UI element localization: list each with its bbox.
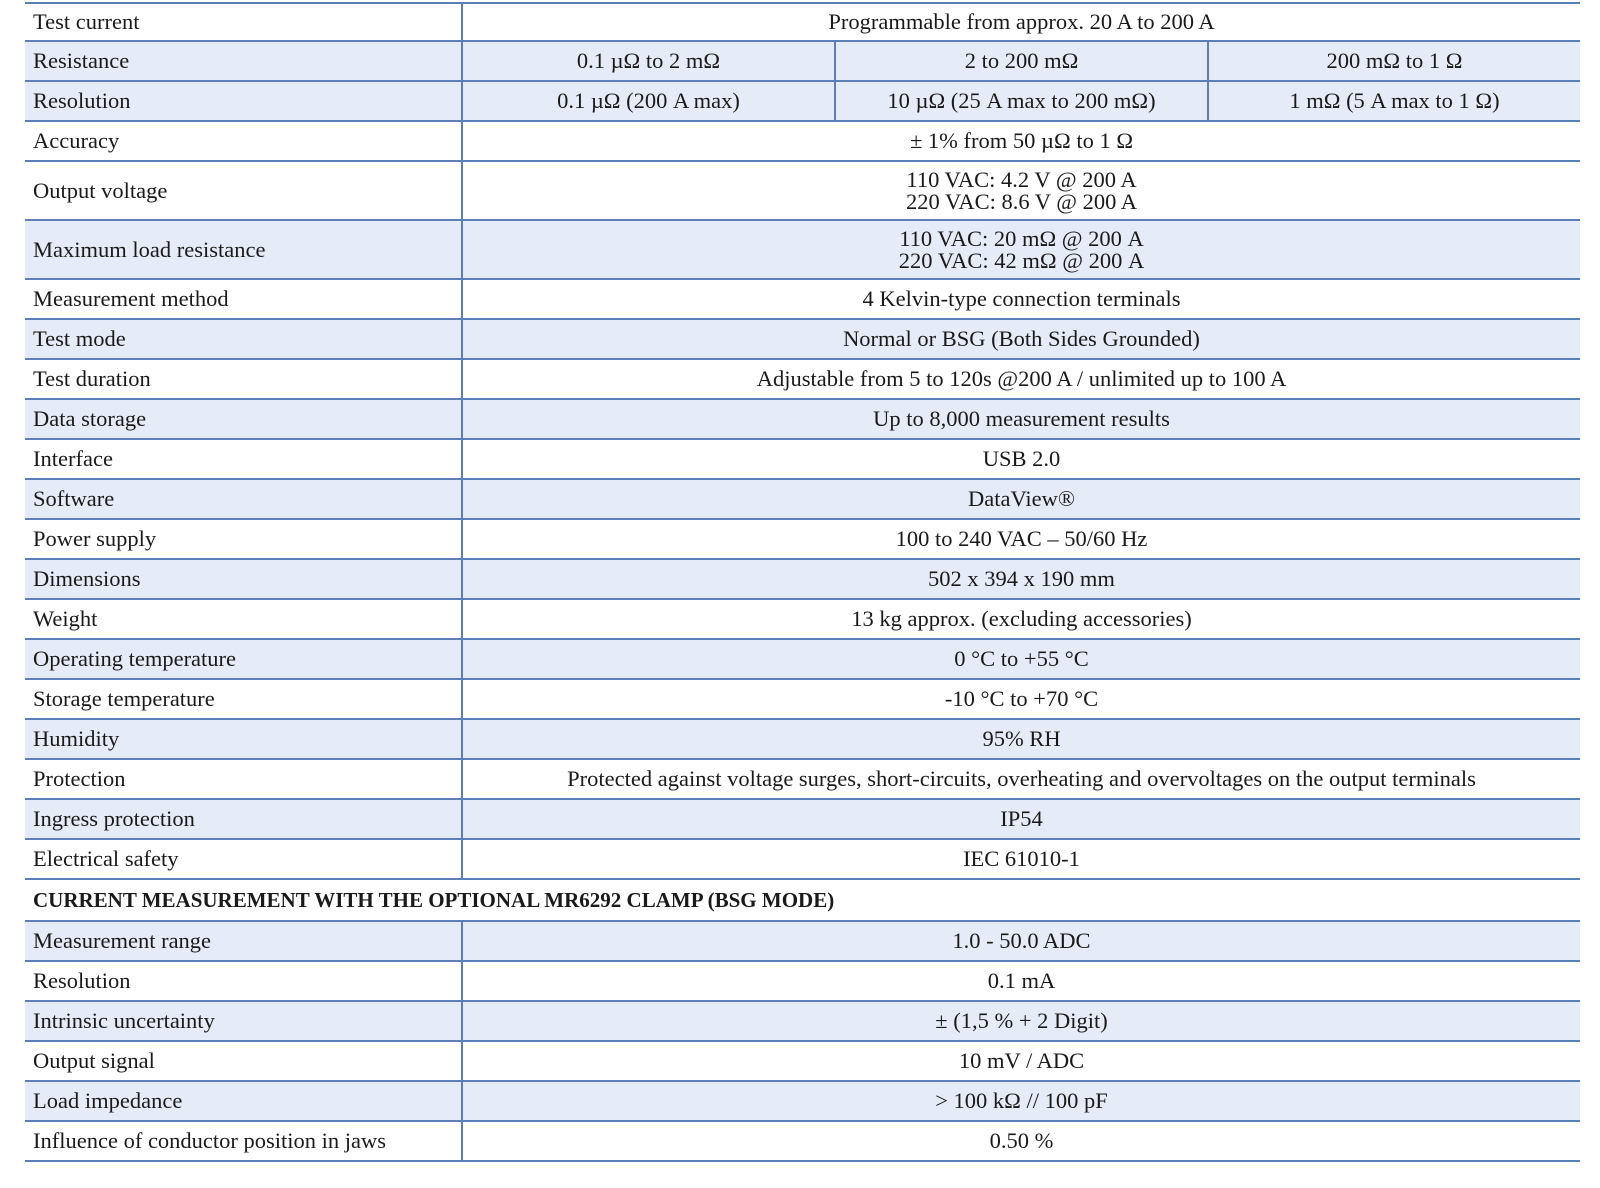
- row-value: -10 °C to +70 °C: [944, 686, 1099, 711]
- row-label: Interface: [25, 440, 463, 478]
- row-label: Test current: [25, 4, 463, 40]
- table-row: [25, 600, 1580, 640]
- row-label: Measurement method: [25, 280, 463, 318]
- row-label: Dimensions: [25, 560, 463, 598]
- row-value: 0 °C to +55 °C: [954, 646, 1089, 671]
- row-label: Power supply: [25, 520, 463, 558]
- row-label: Resolution: [25, 962, 463, 1000]
- table-row: [25, 1082, 1580, 1122]
- table-row: [25, 480, 1580, 520]
- row-value: 0.50 %: [989, 1128, 1054, 1153]
- row-label: Influence of conductor position in jaws: [25, 1122, 463, 1160]
- table-row: [25, 162, 1580, 221]
- row-value: 1 mΩ (5 A max to 1 Ω): [1289, 88, 1500, 113]
- row-label: Resolution: [25, 82, 463, 120]
- table-row: [25, 1002, 1580, 1042]
- table-row: [25, 280, 1580, 320]
- row-value: 200 mΩ to 1 Ω: [1326, 48, 1463, 73]
- row-label: Accuracy: [25, 122, 463, 160]
- row-label: Protection: [25, 760, 463, 798]
- row-value: ± (1,5 % + 2 Digit): [935, 1008, 1108, 1033]
- row-label: Test duration: [25, 360, 463, 398]
- row-value: IEC 61010-1: [963, 846, 1080, 871]
- value-line: 220 VAC: 42 mΩ @ 200 A: [898, 247, 1145, 273]
- row-label: Load impedance: [25, 1082, 463, 1120]
- row-label: Humidity: [25, 720, 463, 758]
- row-label: Ingress protection: [25, 800, 463, 838]
- table-row: [25, 962, 1580, 1002]
- table-row: [25, 1042, 1580, 1082]
- table-row: [25, 840, 1580, 880]
- table-row: [25, 640, 1580, 680]
- value-line: 110 VAC: 20 mΩ @ 200 A: [899, 225, 1144, 251]
- row-label: Storage temperature: [25, 680, 463, 718]
- table-row: [25, 720, 1580, 760]
- spec-table: [25, 2, 1580, 1162]
- table-row: [25, 560, 1580, 600]
- table-row: [25, 520, 1580, 560]
- row-value: 2 to 200 mΩ: [836, 42, 1209, 80]
- table-row: [25, 360, 1580, 400]
- row-value: ± 1% from 50 µΩ to 1 Ω: [909, 128, 1134, 153]
- row-value: Normal or BSG (Both Sides Grounded): [843, 326, 1200, 351]
- row-value: 95% RH: [982, 726, 1061, 751]
- table-row: [25, 42, 1580, 82]
- table-row: [25, 922, 1580, 962]
- table-row: [25, 1122, 1580, 1162]
- row-value: 10 mV / ADC: [958, 1048, 1085, 1073]
- value-line: 110 VAC: 4.2 V @ 200 A: [906, 166, 1137, 192]
- row-value: [463, 162, 1580, 219]
- table-row: [25, 221, 1580, 280]
- row-label: Data storage: [25, 400, 463, 438]
- table-row: [25, 760, 1580, 800]
- row-value: 0.1 µΩ (200 A max): [463, 82, 836, 120]
- row-value: 502 x 394 x 190 mm: [928, 566, 1115, 591]
- value-line: 220 VAC: 8.6 V @ 200 A: [906, 188, 1137, 214]
- row-value: 10 µΩ (25 A max to 200 mΩ): [836, 82, 1209, 120]
- section-header-row: [25, 880, 1580, 922]
- section-header: CURRENT MEASUREMENT WITH THE OPTIONAL MR6292 CLAMP (BSG MODE): [33, 887, 835, 912]
- row-value: Protected against voltage surges, short-circuits, overheating and overvoltages on the output terminals: [567, 766, 1476, 791]
- row-value: 4 Kelvin-type connection terminals: [862, 286, 1181, 311]
- row-value: 0.1 µΩ to 2 mΩ: [463, 42, 836, 80]
- row-label: Maximum load resistance: [25, 221, 463, 278]
- row-value: > 100 kΩ // 100 pF: [935, 1088, 1108, 1113]
- row-label: Resistance: [25, 42, 463, 80]
- row-label: Intrinsic uncertainty: [25, 1002, 463, 1040]
- row-label: Test mode: [25, 320, 463, 358]
- table-row: [25, 680, 1580, 720]
- row-label: Weight: [25, 600, 463, 638]
- row-value: 100 to 240 VAC – 50/60 Hz: [895, 526, 1148, 551]
- row-label: Output signal: [25, 1042, 463, 1080]
- row-value: Programmable from approx. 20 A to 200 A: [828, 9, 1215, 34]
- table-row: [25, 2, 1580, 42]
- row-value: Up to 8,000 measurement results: [873, 406, 1170, 431]
- table-row: [25, 440, 1580, 480]
- row-label: Output voltage: [25, 162, 463, 219]
- row-value: 1.0 - 50.0 ADC: [952, 928, 1091, 953]
- row-label: Measurement range: [25, 922, 463, 960]
- table-row: [25, 400, 1580, 440]
- row-value: USB 2.0: [982, 446, 1061, 471]
- table-row: [25, 82, 1580, 122]
- row-label: Software: [25, 480, 463, 518]
- row-value: 13 kg approx. (excluding accessories): [851, 606, 1192, 631]
- row-value: Adjustable from 5 to 120s @200 A / unlimited up to 100 A: [756, 366, 1287, 391]
- row-value: DataView®: [968, 486, 1075, 511]
- row-label: Operating temperature: [25, 640, 463, 678]
- table-row: [25, 122, 1580, 162]
- row-value: IP54: [1000, 806, 1043, 831]
- row-label: Electrical safety: [25, 840, 463, 878]
- table-row: [25, 320, 1580, 360]
- table-row: [25, 800, 1580, 840]
- row-value: 0.1 mA: [987, 968, 1056, 993]
- row-value: [463, 221, 1580, 278]
